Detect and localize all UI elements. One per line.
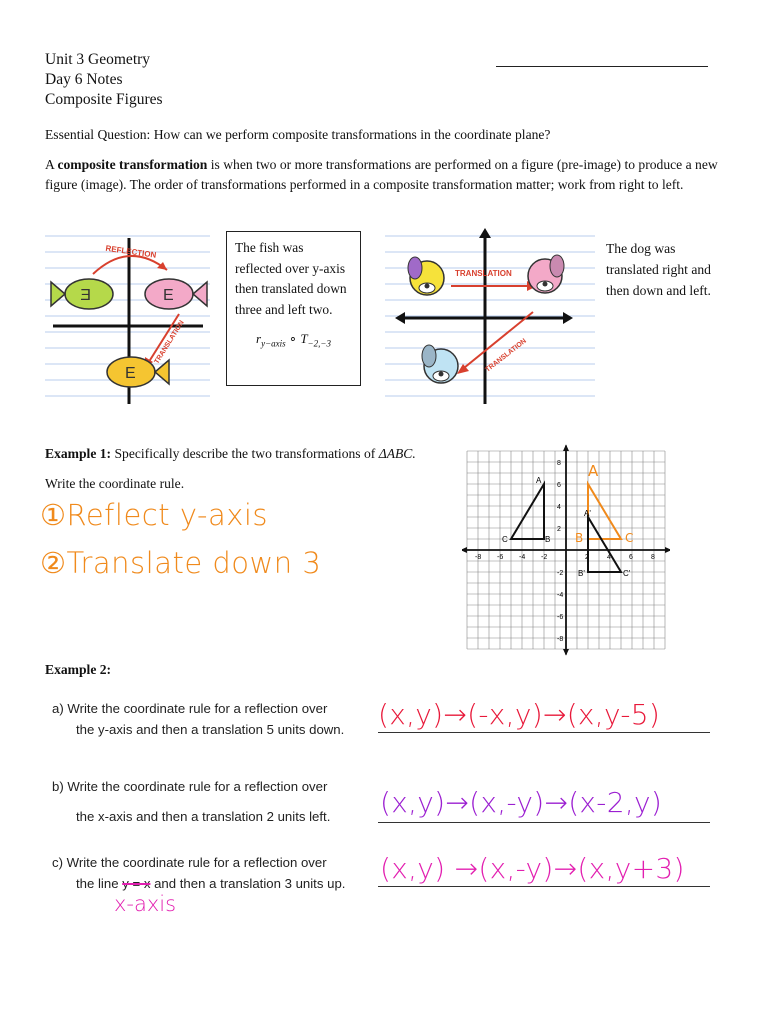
x-tick-label: 6 xyxy=(629,554,633,561)
blue-dog xyxy=(422,345,458,383)
y-tick-label: -8 xyxy=(557,636,564,643)
axis-arrow xyxy=(462,547,467,553)
example2-b-line1: b) Write the coordinate rule for a reflection over xyxy=(52,779,328,794)
triangle-a-prime-b-prime-c-prime xyxy=(588,517,621,572)
x-tick-label: -8 xyxy=(475,554,482,561)
pink-dog xyxy=(528,255,564,293)
example2-c-struck-text: y = x xyxy=(122,876,151,891)
example2-a-answer-line xyxy=(378,732,710,733)
notation-compose: ∘ xyxy=(285,331,301,346)
essential-question: Essential Question: How can we perform composite transformations in the coordinate plane? xyxy=(45,127,551,142)
definition-term: composite transformation xyxy=(57,157,208,172)
example1-prompt xyxy=(45,444,416,464)
dog-illustration xyxy=(385,226,595,406)
label-b-prime: B' xyxy=(578,569,585,578)
name-blank-line xyxy=(496,66,708,67)
axis-arrow xyxy=(563,649,569,656)
y-tick-label: -2 xyxy=(557,570,564,577)
unit-title: Unit 3 Geometry xyxy=(45,51,151,68)
example2-c-line2-post: and then a translation 3 units up. xyxy=(150,876,346,891)
example2-b-answer-line xyxy=(378,822,710,823)
notation-r: r xyxy=(256,331,262,346)
y-tick-label: -6 xyxy=(557,614,564,621)
fish-description-box xyxy=(226,231,361,386)
example2-b-answer: (x,y)→(x,-y)→(x-2,y) xyxy=(380,786,663,819)
example1-text: Specifically describe the two transformations of xyxy=(111,446,379,461)
notation-t: T xyxy=(300,331,308,346)
definition-prefix: A xyxy=(45,157,58,172)
hand-label-a: A xyxy=(588,462,599,480)
example2-a-answer: (x,y)→(-x,y)→(x,y-5) xyxy=(378,698,661,731)
y-tick-label: 6 xyxy=(557,482,561,489)
y-tick-label: 8 xyxy=(557,460,561,467)
example2-c-line2 xyxy=(52,873,345,894)
y-tick-label: 2 xyxy=(557,526,561,533)
dog-translation-label-top: TRANSLATION xyxy=(455,269,512,278)
yellow-dog xyxy=(408,257,444,295)
example2-a-line1: a) Write the coordinate rule for a reflection over xyxy=(52,701,328,716)
example2-c-answer: (x,y) →(x,-y)→(x,y+3) xyxy=(380,852,685,885)
example2-c-line1: c) Write the coordinate rule for a reflection over xyxy=(52,855,327,870)
x-tick-label: 8 xyxy=(651,554,655,561)
page-title: Composite Figures xyxy=(45,91,163,108)
hand-label-b: B xyxy=(575,531,584,545)
example2-b-line2: the x-axis and then a translation 2 units left. xyxy=(76,809,331,824)
example1-write-rule: Write the coordinate rule. xyxy=(45,476,185,491)
day-title: Day 6 Notes xyxy=(45,71,123,88)
label-c-prime: C' xyxy=(623,569,631,578)
notation-r-sub: y−axis xyxy=(261,338,286,349)
fish-notation xyxy=(235,329,352,354)
example1-answer-2: ②Translate down 3 xyxy=(40,546,322,580)
example2-c-line2-pre: the line xyxy=(76,876,123,891)
dog-translation-label-diag: TRANSLATION xyxy=(484,337,528,374)
fish-translation-label: TRANSLATION xyxy=(153,319,186,366)
fish-illustration xyxy=(45,226,210,406)
y-tick-label: 4 xyxy=(557,504,561,511)
fish-description-text: The fish was reflected over y-axis then translated down three and left two. xyxy=(235,240,347,317)
x-tick-label: -6 xyxy=(497,554,504,561)
x-tick-label: -4 xyxy=(519,554,526,561)
example2-a-prompt xyxy=(52,698,344,740)
pink-fish-letter: E xyxy=(163,287,174,304)
x-tick-label: 4 xyxy=(607,554,611,561)
definition-text: is when two or more transformations are performed on a figure (pre-image) to produce a new figure (image). The order of transformations performed in a composite transformation matter; work from right to left. xyxy=(45,157,718,192)
example1-triangle: ΔABC. xyxy=(378,446,416,461)
example2-c-prompt xyxy=(52,852,345,894)
coordinate-graph xyxy=(462,444,670,656)
example2-label: Example 2: xyxy=(45,662,112,677)
x-tick-label: -2 xyxy=(541,554,548,561)
header xyxy=(45,50,163,110)
label-b: B xyxy=(545,535,551,544)
x-tick-label: 2 xyxy=(585,554,589,561)
green-fish-letter: E xyxy=(80,287,91,304)
axis-arrow xyxy=(563,444,569,451)
triangle-reflected xyxy=(588,484,621,539)
reflection-label: REFLECTION xyxy=(104,243,157,260)
example2-c-correction: x-axis xyxy=(114,892,177,916)
label-a-prime: A' xyxy=(584,509,591,518)
graph-axes xyxy=(462,444,670,655)
y-tick-label: -4 xyxy=(557,592,564,599)
axis-arrow xyxy=(665,547,670,553)
example2-c-answer-line xyxy=(378,886,710,887)
hand-label-c: C xyxy=(625,531,634,545)
example2-a-line2: the y-axis and then a translation 5 units down. xyxy=(76,722,345,737)
example1-answer-1: ①Reflect y-axis xyxy=(40,498,269,532)
label-a: A xyxy=(536,476,542,485)
notation-t-sub: −2,−3 xyxy=(307,338,331,349)
yellow-fish-letter: E xyxy=(125,365,136,382)
definition-paragraph xyxy=(45,155,725,195)
example2-b-prompt xyxy=(52,776,330,827)
label-c: C xyxy=(502,535,508,544)
graph-tick-labels xyxy=(475,460,655,643)
example1-label: Example 1: xyxy=(45,446,112,461)
dog-description: The dog was translated right and then down and left. xyxy=(606,241,711,298)
triangle-abc xyxy=(511,484,544,539)
